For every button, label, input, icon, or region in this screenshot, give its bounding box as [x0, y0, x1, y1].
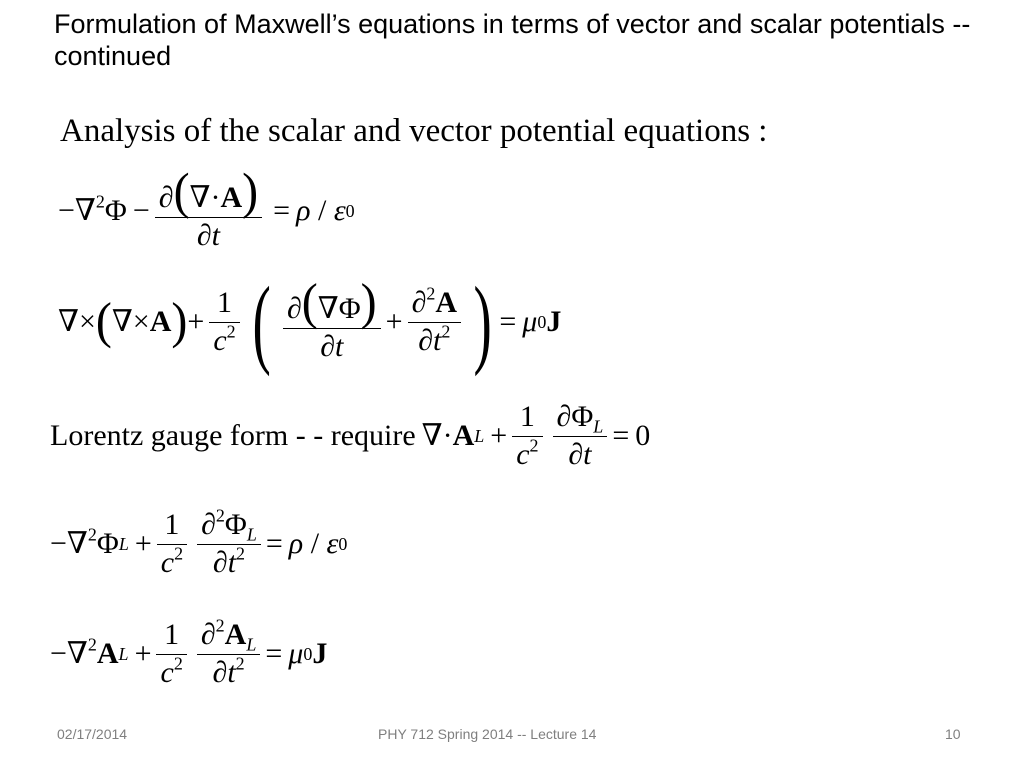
footer-date: 02/17/2014	[57, 726, 128, 742]
analysis-heading-text: Analysis of the scalar and vector potential equations :	[60, 113, 768, 149]
analysis-heading	[60, 115, 767, 148]
equation-lorentz-vector: −∇$^2$ A L + $\frac{1}{c^2}$ $\frac{\partial^2A_L}{\partial t^2}$ = μ 0 J	[50, 615, 328, 689]
equation-lorentz-scalar: −∇$^2$Φ L + $\frac{1}{c^2}$ $\frac{\partial^2\Phi_L}{\partial t^2}$ = ρ / ε 0	[50, 505, 348, 579]
slide-title: Formulation of Maxwell’s equations in terms of vector and scalar potentials -- continued	[54, 9, 971, 72]
footer-page-number: 10	[945, 726, 961, 742]
footer-course: PHY 712 Spring 2014 -- Lecture 14	[378, 726, 597, 742]
lorentz-label: Lorentz gauge form - - require	[50, 419, 416, 452]
equation-scalar-potential: −∇$^2$Φ − $\frac{\partial(\nabla\cdot A)}{\partial t}$ = ρ / ε 0	[58, 163, 355, 252]
equation-vector-potential: ∇× ( ∇× A ) + $\frac{1}{c^2}$ ( $\frac{\partial(\nabla\Phi)}{\partial t}$ + $\frac{\partial^2A}{\partial t^2}$ ) = μ 0 J	[58, 266, 562, 377]
lorentz-gauge-condition: Lorentz gauge form - - require ∇· A L + $\frac{1}{c^2}$ $\frac{\partial\Phi_L}{\partial t}$ = 0	[50, 400, 651, 471]
